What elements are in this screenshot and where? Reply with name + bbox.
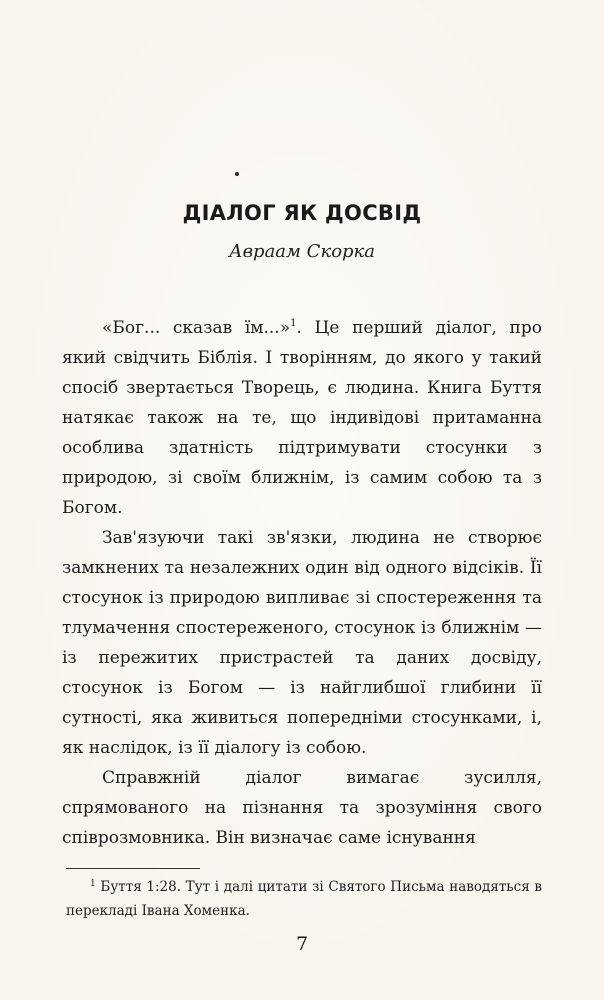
chapter-author: Авраам Скорка [228,241,376,262]
footnote-text: Буття 1:28. Тут і далі цитати зі Святого Письма наводяться в перекладі Івана Хоменка. [66,879,542,919]
chapter-title: ДІАЛОГ ЯК ДОСВІД [182,201,422,225]
body-text [62,313,542,853]
paragraph-1-text: . Це перший діалог, про який свідчить Біблія. І творінням, до якого у такий спосіб звертається Творець, є людина. Книга Буття натякає також на те, що індивідові притаманна особлива здатність підтримувати стосунки з природою, зі своїм ближнім, із самим собою та з Богом. [62,318,542,518]
footnote-divider [66,868,200,869]
page-number: 7 [295,933,309,955]
paragraph-3: Справжній діалог вимагає зусилля, спрямованого на пізнання та зрозуміння свого співрозмовника. Він визначає саме існування [62,768,542,848]
footnote [66,875,542,923]
paragraph-2: Зав'язуючи такі зв'язки, людина не створює замкнених та незалежних один від одного відсіків. Її стосунок із природою випливає зі спостереження та тлумачення спостереженого, стосунок із ближнім — із пережитих пристрастей та даних досвіду, стосунок із Богом — із найглибшої глибини її сутності, яка живиться попередніми стосунками, і, як наслідок, із її діалогу із собою. [62,528,542,758]
paragraph-1 [62,313,542,523]
footnote-marker: 1 [90,879,96,889]
printer-mark [235,172,239,176]
opening-quote: «Бог... сказав їм...» [102,318,291,338]
footnote-reference: 1 [290,318,297,329]
